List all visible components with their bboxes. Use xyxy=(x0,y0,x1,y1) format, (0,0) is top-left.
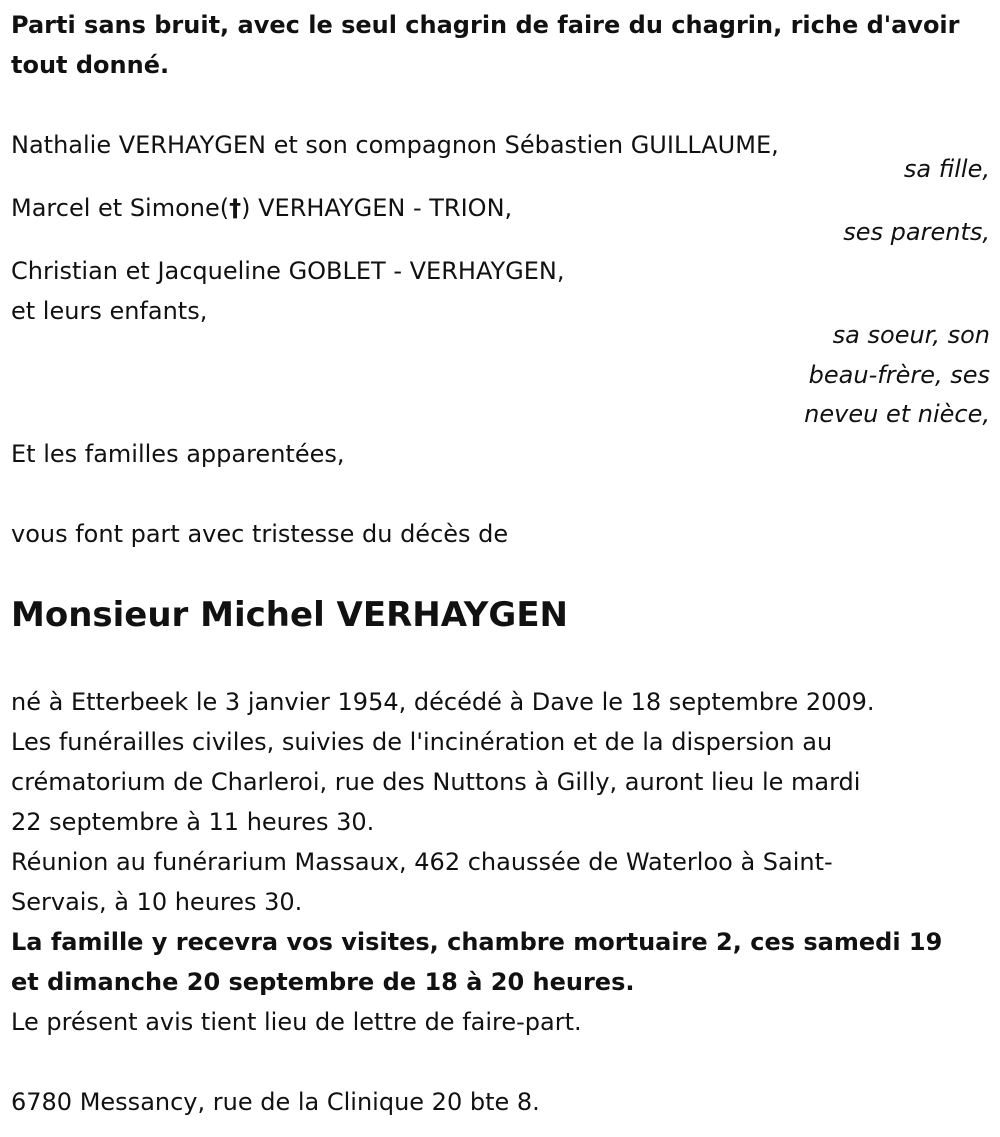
funeral-line-3: 22 septembre à 11 heures 30. xyxy=(11,808,375,836)
sister-relation-3: neveu et nièce, xyxy=(804,400,990,428)
sister-children: et leurs enfants, xyxy=(11,297,208,325)
parents-name-after: ) VERHAYGEN - TRION, xyxy=(241,194,513,222)
deceased-name: Monsieur Michel VERHAYGEN xyxy=(11,595,568,635)
motto-line-1: Parti sans bruit, avec le seul chagrin de faire du chagrin, riche d'avoir xyxy=(11,11,960,39)
parents-name xyxy=(11,188,512,228)
announcement: vous font part avec tristesse du décès de xyxy=(11,520,509,548)
sister-name: Christian et Jacqueline GOBLET - VERHAYGEN, xyxy=(11,257,565,285)
meeting-line-1: Réunion au funérarium Massaux, 462 chaussée de Waterloo à Saint- xyxy=(11,848,833,876)
visits-line-2: et dimanche 20 septembre de 18 à 20 heures. xyxy=(11,968,635,996)
parents-name-before: Marcel et Simone( xyxy=(11,194,230,222)
notice: Le présent avis tient lieu de lettre de faire-part. xyxy=(11,1008,582,1036)
funeral-line-2: crématorium de Charleroi, rue des Nuttons à Gilly, auront lieu le mardi xyxy=(11,768,861,796)
meeting-line-2: Servais, à 10 heures 30. xyxy=(11,888,303,916)
parents-relation: ses parents, xyxy=(843,218,990,246)
daughter-name: Nathalie VERHAYGEN et son compagnon Sébastien GUILLAUME, xyxy=(11,131,779,159)
address: 6780 Messancy, rue de la Clinique 20 bte 8. xyxy=(11,1088,540,1116)
sister-relation-2: beau-frère, ses xyxy=(808,361,990,389)
sister-relation-1: sa soeur, son xyxy=(832,321,990,349)
cross-icon: † xyxy=(229,194,242,222)
relatives: Et les familles apparentées, xyxy=(11,440,345,468)
funeral-line-1: Les funérailles civiles, suivies de l'incinération et de la dispersion au xyxy=(11,728,833,756)
visits-line-1: La famille y recevra vos visites, chambre mortuaire 2, ces samedi 19 xyxy=(11,928,943,956)
daughter-relation: sa fille, xyxy=(903,155,990,183)
motto-line-2: tout donné. xyxy=(11,51,170,79)
born-died: né à Etterbeek le 3 janvier 1954, décédé à Dave le 18 septembre 2009. xyxy=(11,688,875,716)
